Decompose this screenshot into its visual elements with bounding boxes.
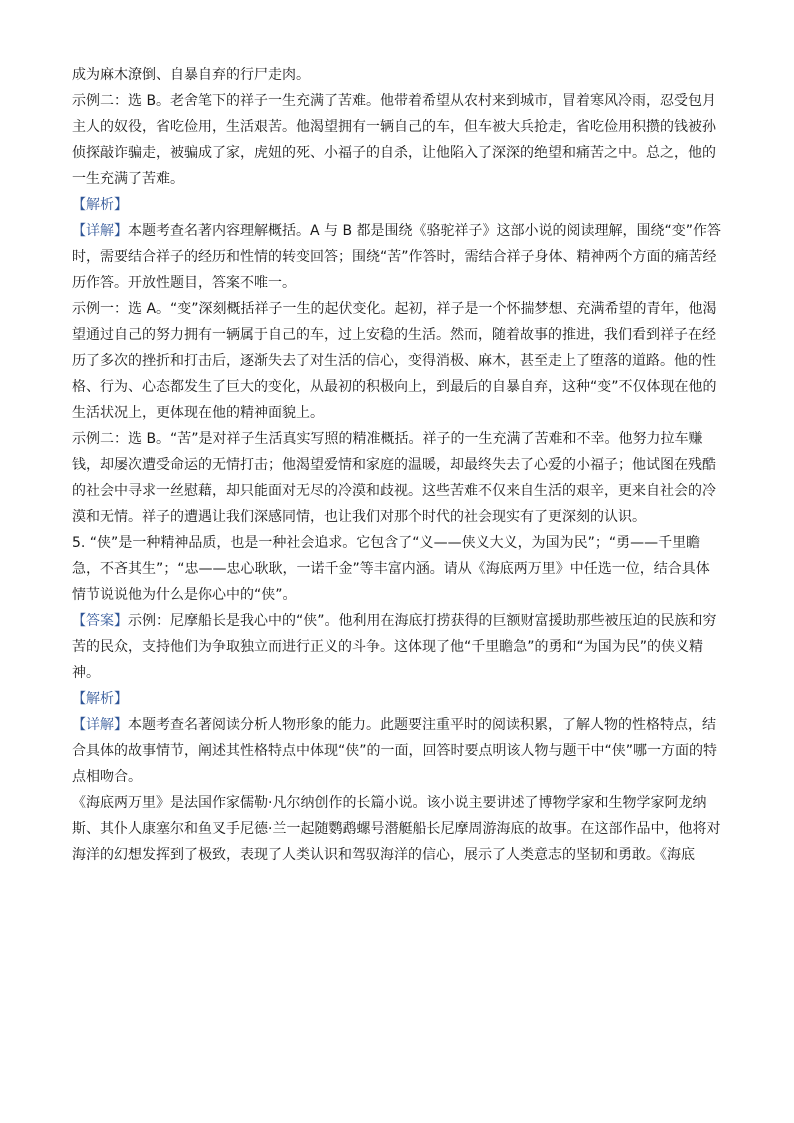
example-two-paragraph: 示例二：选 B。老舍笔下的祥子一生充满了苦难。他带着希望从农村来到城市，冒着寒风冷雨，忍受包月主人的奴役，省吃俭用，生活艰苦。他渴望拥有一辆自己的车，但车被大兵抢走，省吃俭用积攒的钱被孙侦探敲诈骗走，被骗成了家，虎妞的死、小福子的自杀，让他陷入了深深的绝望和痛苦之中。总之，他的一生充满了苦难。 xyxy=(72,93,717,187)
detail-tag: 【详解】 xyxy=(72,223,128,239)
detail-text: 本题考查名著内容理解概括。A 与 B 都是围绕《骆驼祥子》这部小说的阅读理解，围绕“变”作答时，需要结合祥子的经历和性情的转变回答；围绕“苦”作答时，需结合祥子身体、精神两个方面的痛苦经历作答。开放性题目，答案不唯一。 xyxy=(72,223,722,291)
novel-intro-paragraph: 《海底两万里》是法国作家儒勒·凡尔纳创作的长篇小说。该小说主要讲述了博物学家和生物学家阿龙纳斯、其仆人康塞尔和鱼叉手尼德·兰一起随鹦鹉螺号潜艇船长尼摩周游海底的故事。在这部作品中，他将对海洋的幻想发挥到了极致，表现了人类认识和驾驭海洋的信心，展示了人类意志的坚韧和勇敢。《海底 xyxy=(72,795,721,863)
detail-paragraph-2 xyxy=(72,712,722,790)
detail-tag-2: 【详解】 xyxy=(72,717,128,733)
paragraph-continuation: 成为麻木潦倒、自暴自弃的行尸走肉。 xyxy=(72,67,310,83)
detail-text-2: 本题考查名著阅读分析人物形象的能力。此题要注重平时的阅读积累，了解人物的性格特点，结合具体的故事情节，阐述其性格特点中体现“侠”的一面，回答时要点明该人物与题干中“侠”哪一方面的特点相吻合。 xyxy=(72,717,718,785)
analysis-heading-2 xyxy=(72,686,722,712)
example-one-paragraph: 示例一：选 A。“变”深刻概括祥子一生的起伏变化。起初，祥子是一个怀揣梦想、充满希望的青年，他渴望通过自己的努力拥有一辆属于自己的车，过上安稳的生活。然而，随着故事的推进，我们看到祥子在经历了多次的挫折和打击后，逐渐失去了对生活的信心，变得消极、麻木，甚至走上了堕落的道路。他的性格、行为、心态都发生了巨大的变化，从最初的积极向上，到最后的自暴自弃，这种“变”不仅体现在他的生活状况上，更体现在他的精神面貌上。 xyxy=(72,301,717,421)
analysis-tag-2: 【解析】 xyxy=(72,691,128,707)
answer-tag: 【答案】 xyxy=(72,613,128,629)
example-two-analysis-paragraph: 示例二：选 B。“苦”是对祥子生活真实写照的精准概括。祥子的一生充满了苦难和不幸。他努力拉车赚钱，却屡次遭受命运的无情打击；他渴望爱情和家庭的温暖，却最终失去了心爱的小福子；他试图在残酷的社会中寻求一丝慰藉，却只能面对无尽的冷漠和歧视。这些苦难不仅来自生活的艰辛，更来自社会的冷漠和无情。祥子的遭遇让我们深感同情，也让我们对那个时代的社会现实有了更深刻的认识。 xyxy=(72,431,716,525)
detail-paragraph xyxy=(72,218,722,296)
answer-text: 示例：尼摩船长是我心中的“侠”。他利用在海底打捞获得的巨额财富援助那些被压迫的民族和穷苦的民众，支持他们为争取独立而进行正义的斗争。这体现了他“千里瞻急”的勇和“为国为民”的侠义精神。 xyxy=(72,613,717,681)
answer-paragraph xyxy=(72,608,722,686)
analysis-tag: 【解析】 xyxy=(72,197,128,213)
question-5: 5. “侠”是一种精神品质，也是一种社会追求。它包含了“义——侠义大义，为国为民”；“勇——千里瞻急，不吝其生”；“忠——忠心耿耿，一诺千金”等丰富内涵。请从《海底两万里》中任选一位，结合具体情节说说他为什么是你心中的“侠”。 xyxy=(72,535,710,603)
document-body xyxy=(72,62,722,868)
analysis-heading xyxy=(72,192,722,218)
